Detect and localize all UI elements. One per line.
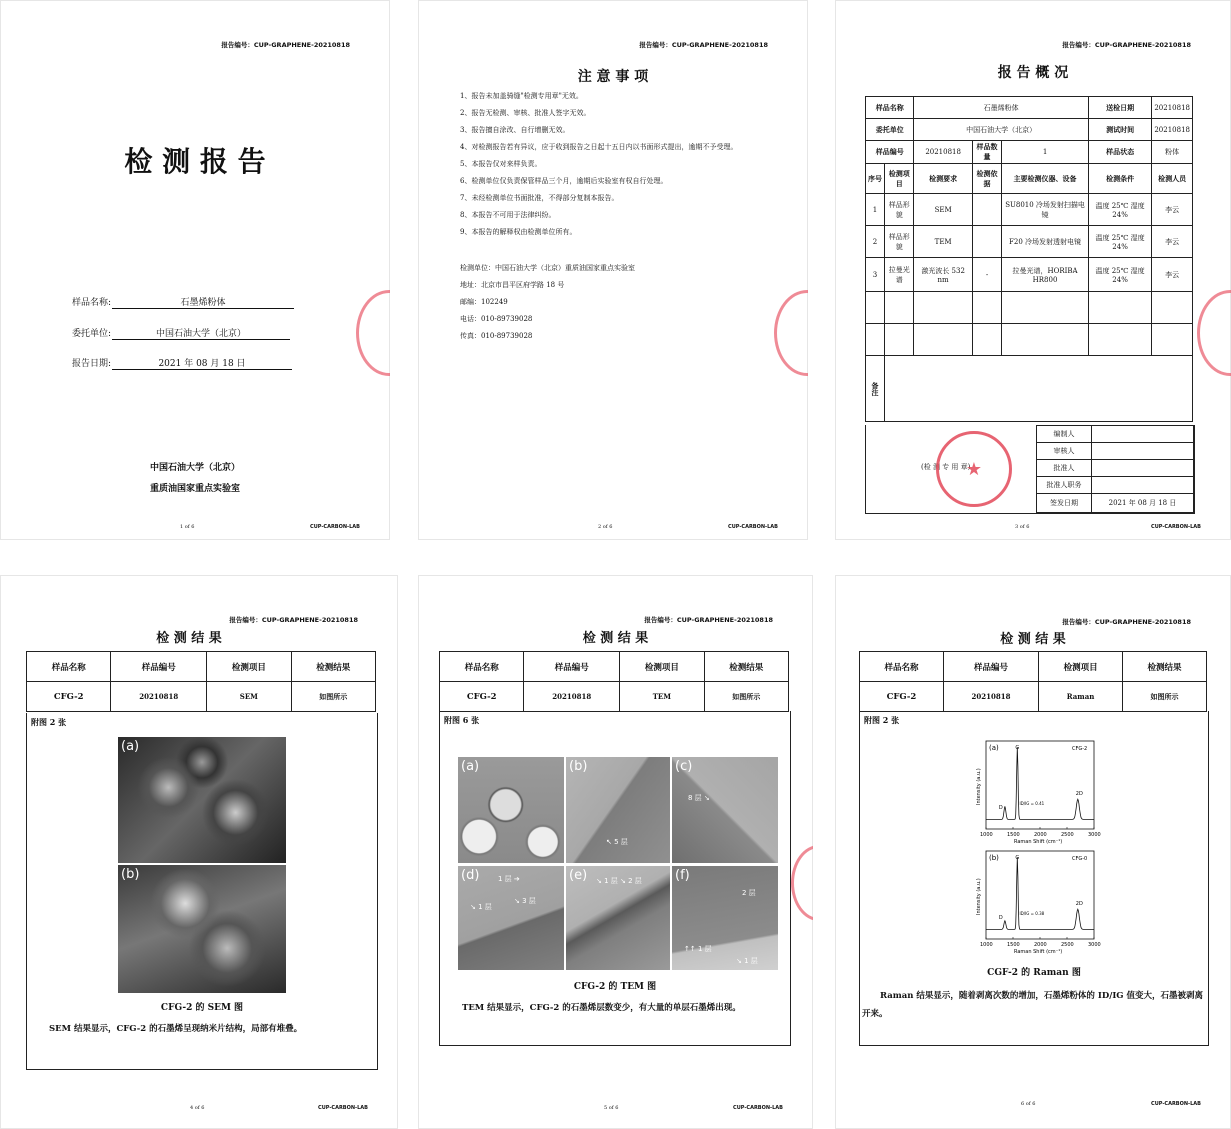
tem-image-d: (d) 1 层 ➔ ↘ 1 层 ↘ 3 层	[458, 866, 564, 970]
raman-panel-label: (a)	[989, 744, 999, 752]
page-number: 6 of 6	[1021, 1101, 1036, 1107]
raman-plot-frame	[986, 851, 1094, 939]
tem-image-b: (b) ↖ 5 层	[566, 757, 670, 863]
sem-caption: CFG-2 的 SEM 图	[160, 1003, 244, 1013]
raman-sample-label: CFG-0	[1072, 856, 1088, 862]
sem-summary: SEM 结果显示，CFG-2 的石墨烯呈现纳米片结构，局部有堆叠。	[49, 1024, 303, 1034]
seal-edge-stamp	[791, 845, 813, 921]
contact-line: 电话：010-89739028	[460, 315, 533, 323]
raman-tick-label: 2000	[1034, 942, 1047, 948]
tem-summary: TEM 结果显示，CFG-2 的石墨烯层数变少，有大量的单层石墨烯出现。	[462, 1003, 741, 1013]
date-value: 2021 年 08 月 18 日	[112, 356, 292, 370]
raman-caption: CGF-2 的 Raman 图	[987, 968, 1081, 978]
raman-ratio-label: ID/IG = 0.38	[1019, 911, 1045, 916]
figure-count: 附图 2 张	[31, 717, 67, 727]
raman-tick-label: 1000	[980, 942, 993, 948]
summary-table: 样品名称 石墨烯粉体 送检日期 20210818 委托单位 中国石油大学（北京） 测试时间 20210818 样品编号 20210818 样品数量 1 样品状态 粉体 序号 检测项目 检测要求 检测依据 主要检测仪器、设备 检测条件 检测人员 1 样品形貌 SEM SU8010 冷场发射扫描电镜 温度 25℃ 湿度 24% 李云 2 样品形貌 TEM F20 冷场发射透射电镜 温度 25℃ 湿度 24% 李云 3 拉曼光谱 激光波长 532 nm - 拉曼光谱，HORIBA HR800 温度 25℃ 湿度 24% 李云 备注	[865, 96, 1193, 422]
sample-value: 石墨烯粉体	[112, 295, 294, 309]
footer-lab: CUP-CARBON-LAB	[733, 1105, 783, 1111]
contact-line: 邮编：102249	[460, 298, 508, 306]
table-row: 3 拉曼光谱 激光波长 532 nm - 拉曼光谱，HORIBA HR800 温度 25℃ 湿度 24% 李云	[866, 258, 1193, 292]
raman-tick-label: 1000	[980, 832, 993, 838]
seal-edge-stamp	[774, 290, 808, 376]
tem-image-e: (e) ↘ 1 层 ↘ 2 层	[566, 866, 670, 970]
page-number: 1 of 6	[180, 524, 195, 530]
sem-image-a: (a)	[118, 737, 286, 863]
raman-tick-label: 1500	[1007, 832, 1020, 838]
notice-title: 注 意 事 项	[577, 69, 649, 85]
footer-lab: CUP-CARBON-LAB	[318, 1105, 368, 1111]
table-row: CFG-2 20210818 TEM 如图所示	[440, 682, 789, 712]
summary-title: 报 告 概 况	[997, 65, 1069, 81]
raman-tick-label: 3000	[1088, 942, 1101, 948]
official-seal-stamp: ★	[936, 431, 1012, 507]
results-title: 检 测 结 果	[582, 631, 649, 646]
tem-caption: CFG-2 的 TEM 图	[573, 982, 657, 992]
report-number: 报告编号：CUP-GRAPHENE-20210818	[639, 41, 768, 49]
tem-image-c: (c) 8 层 ↘	[672, 757, 778, 863]
raman-d-peak-label: D	[998, 805, 1003, 811]
report-number: 报告编号：CUP-GRAPHENE-20210818	[1062, 618, 1191, 626]
table-row: CFG-2 20210818 Raman 如图所示	[860, 682, 1207, 712]
sample-label: 样品名称:	[72, 298, 112, 308]
figure-count: 附图 2 张	[864, 715, 900, 725]
table-row: 1 样品形貌 SEM SU8010 冷场发射扫描电镜 温度 25℃ 湿度 24% 李云	[866, 194, 1193, 226]
contact-line: 检测单位：中国石油大学（北京）重质油国家重点实验室	[460, 264, 635, 272]
cover-page	[0, 0, 390, 540]
tem-results-page	[418, 575, 813, 1129]
raman-results-page	[835, 575, 1231, 1129]
stamp-note: (检 测 专 用 章)	[921, 463, 971, 471]
cover-title: 检 测 报 告	[124, 145, 266, 178]
raman-ylabel: Intensity (a.u.)	[976, 878, 982, 915]
raman-xlabel: Raman Shift (cm⁻¹)	[1014, 949, 1063, 955]
notice-item: 4、对检测报告若有异议，应于收到报告之日起十五日内以书面形式提出，逾期不予受理。	[460, 143, 738, 151]
footer-lab: CUP-CARBON-LAB	[1151, 1101, 1201, 1107]
tem-result-table: 样品名称 样品编号 检测项目 检测结果 CFG-2 20210818 TEM 如图所示	[439, 651, 789, 712]
client-label: 委托单位:	[72, 329, 112, 339]
notice-item: 5、本报告仅对来样负责。	[460, 160, 542, 168]
org-name: 中国石油大学（北京）	[149, 463, 240, 473]
raman-tick-label: 2500	[1061, 942, 1074, 948]
raman-tick-label: 2500	[1061, 832, 1074, 838]
notice-item: 2、报告无检测、审核、批准人签字无效。	[460, 109, 591, 117]
tem-image-f: (f) 2 层 ↑↑ 1 层 ↘ 1 层	[672, 866, 778, 970]
date-label: 报告日期:	[72, 359, 112, 369]
notice-item: 8、本报告不可用于法律纠纷。	[460, 211, 556, 219]
tem-figure-box	[439, 711, 791, 1046]
sign-box	[865, 425, 1195, 514]
sem-result-table: 样品名称 样品编号 检测项目 检测结果 CFG-2 20210818 SEM 如图所示	[26, 651, 376, 712]
report-number: 报告编号：CUP-GRAPHENE-20210818	[229, 616, 358, 624]
page-number: 2 of 6	[598, 524, 613, 530]
results-title: 检 测 结 果	[1000, 632, 1066, 647]
raman-result-table: 样品名称 样品编号 检测项目 检测结果 CFG-2 20210818 Raman 如图所示	[859, 651, 1207, 712]
footer-lab: CUP-CARBON-LAB	[310, 524, 360, 530]
raman-g-peak-label: G	[1015, 745, 1020, 751]
raman-sample-label: CFG-2	[1072, 746, 1088, 752]
sign-table: 编制人 审核人 批准人 批准人职务 签发日期 2021 年 08 月 18 日	[1036, 425, 1194, 513]
seal-edge-stamp	[356, 290, 390, 376]
notice-page	[418, 0, 808, 540]
contact-line: 地址：北京市昌平区府学路 18 号	[460, 281, 565, 289]
raman-tick-label: 3000	[1088, 832, 1101, 838]
report-number: 报告编号：CUP-GRAPHENE-20210818	[644, 616, 773, 624]
raman-2d-peak-label: 2D	[1075, 791, 1083, 797]
table-row: CFG-2 20210818 SEM 如图所示	[27, 682, 376, 712]
raman-d-peak-label: D	[998, 915, 1003, 921]
raman-xlabel: Raman Shift (cm⁻¹)	[1014, 839, 1063, 845]
notice-item: 9、本报告的解释权由检测单位所有。	[460, 228, 577, 236]
table-row: 2 样品形貌 TEM F20 冷场发射透射电镜 温度 25℃ 湿度 24% 李云	[866, 226, 1193, 258]
raman-summary-line1: Raman 结果显示，随着剥离次数的增加，石墨烯粉体的 ID/IG 值变大，石墨被剥离	[880, 991, 1204, 1001]
notice-item: 3、报告擅自涂改、自行增删无效。	[460, 126, 570, 134]
sem-figure-box	[26, 713, 378, 1070]
raman-ylabel: Intensity (a.u.)	[976, 768, 982, 805]
lab-name: 重质油国家重点实验室	[149, 484, 240, 494]
raman-ratio-label: ID/IG = 0.41	[1019, 801, 1045, 806]
raman-2d-peak-label: 2D	[1075, 901, 1083, 907]
page-number: 5 of 6	[604, 1105, 619, 1111]
notice-item: 1、报告未加盖骑缝"检测专用章"无效。	[460, 92, 583, 100]
raman-plots	[960, 739, 1110, 969]
summary-page	[835, 0, 1231, 540]
notice-item: 7、未经检测单位书面批准，不得部分复制本报告。	[460, 194, 619, 202]
footer-lab: CUP-CARBON-LAB	[1151, 524, 1201, 530]
contact-line: 传真：010-89739028	[460, 332, 533, 340]
raman-g-peak-label: G	[1015, 855, 1020, 861]
raman-tick-label: 2000	[1034, 832, 1047, 838]
footer-lab: CUP-CARBON-LAB	[728, 524, 778, 530]
client-value: 中国石油大学（北京）	[112, 326, 290, 340]
report-number: 报告编号：CUP-GRAPHENE-20210818	[221, 41, 350, 49]
raman-plot-frame	[986, 741, 1094, 829]
contact-block	[460, 260, 635, 345]
raman-panel-label: (b)	[989, 854, 999, 862]
sem-results-page	[0, 575, 398, 1129]
report-number: 报告编号：CUP-GRAPHENE-20210818	[1062, 41, 1191, 49]
remark-label: 备注	[866, 356, 885, 422]
raman-figure-box	[859, 711, 1209, 1046]
figure-count: 附图 6 张	[444, 715, 480, 725]
page-number: 3 of 6	[1015, 524, 1030, 530]
page-number: 4 of 6	[190, 1105, 205, 1111]
results-title: 检 测 结 果	[156, 631, 222, 646]
notice-list	[460, 88, 800, 241]
raman-summary-line2: 开来。	[862, 1009, 888, 1019]
tem-image-a: (a)	[458, 757, 564, 863]
raman-tick-label: 1500	[1007, 942, 1020, 948]
seal-edge-stamp	[1197, 290, 1231, 376]
sem-image-b: (b)	[118, 865, 286, 993]
notice-item: 6、检测单位仅负责保管样品三个月，逾期后实验室有权自行处理。	[460, 177, 668, 185]
